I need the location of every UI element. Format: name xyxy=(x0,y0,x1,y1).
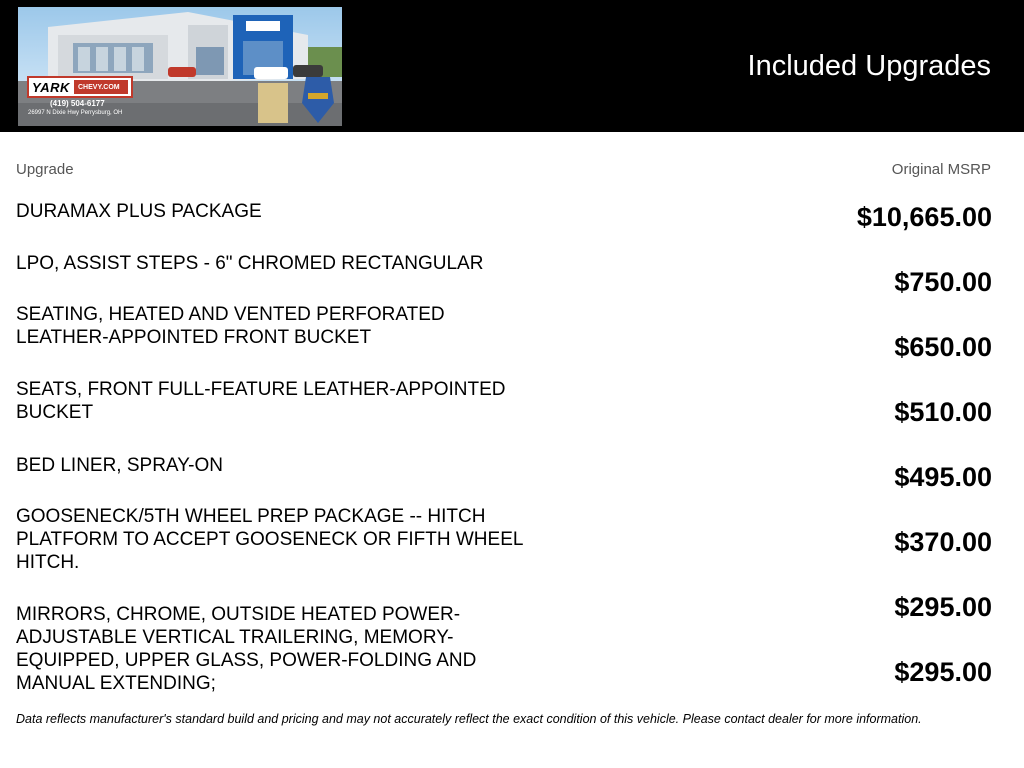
dealer-logo-text: YARK xyxy=(32,80,70,95)
upgrade-name: SEATS, FRONT FULL-FEATURE LEATHER-APPOINTED BUCKET xyxy=(16,379,506,423)
upgrade-name: GOOSENECK/5TH WHEEL PREP PACKAGE -- HITCH PLATFORM TO ACCEPT GOOSENECK OR FIFTH WHEEL HITCH. xyxy=(16,506,523,573)
dealer-logo-site: CHEVY.COM xyxy=(78,84,120,91)
page-title: Included Upgrades xyxy=(747,50,991,82)
header-banner xyxy=(0,0,1024,132)
upgrade-price: $510.00 xyxy=(894,397,992,427)
upgrade-name: LPO, ASSIST STEPS - 6" CHROMED RECTANGULAR xyxy=(16,253,484,274)
column-header-upgrade: Upgrade xyxy=(16,161,74,178)
upgrade-price: $295.00 xyxy=(894,657,992,687)
upgrade-name: DURAMAX PLUS PACKAGE xyxy=(16,201,262,222)
upgrade-name: SEATING, HEATED AND VENTED PERFORATED LEATHER-APPOINTED FRONT BUCKET xyxy=(16,304,445,348)
dealership-photo xyxy=(18,7,342,126)
column-header-msrp: Original MSRP xyxy=(891,161,991,178)
dealership-image xyxy=(18,7,342,126)
upgrade-name: MIRRORS, CHROME, OUTSIDE HEATED POWER-ADJUSTABLE VERTICAL TRAILERING, MEMORY-EQUIPPED, UPPER GLASS, POWER-FOLDING AND MANUAL EXTENDING; xyxy=(16,604,477,694)
dealer-phone: (419) 504-6177 xyxy=(50,99,105,108)
upgrade-name: BED LINER, SPRAY-ON xyxy=(16,455,223,476)
upgrade-price: $495.00 xyxy=(894,462,992,492)
upgrade-price: $750.00 xyxy=(894,267,992,297)
disclaimer-text: Data reflects manufacturer's standard build and pricing and may not accurately reflect the exact condition of this vehicle. Please contact dealer for more information. xyxy=(16,712,922,726)
upgrade-price: $295.00 xyxy=(894,592,992,622)
upgrade-price: $370.00 xyxy=(894,527,992,557)
dealer-address: 26997 N Dixie Hwy Perrysburg, OH xyxy=(28,110,123,116)
upgrade-price: $10,665.00 xyxy=(856,202,992,232)
upgrade-price: $650.00 xyxy=(894,332,992,362)
